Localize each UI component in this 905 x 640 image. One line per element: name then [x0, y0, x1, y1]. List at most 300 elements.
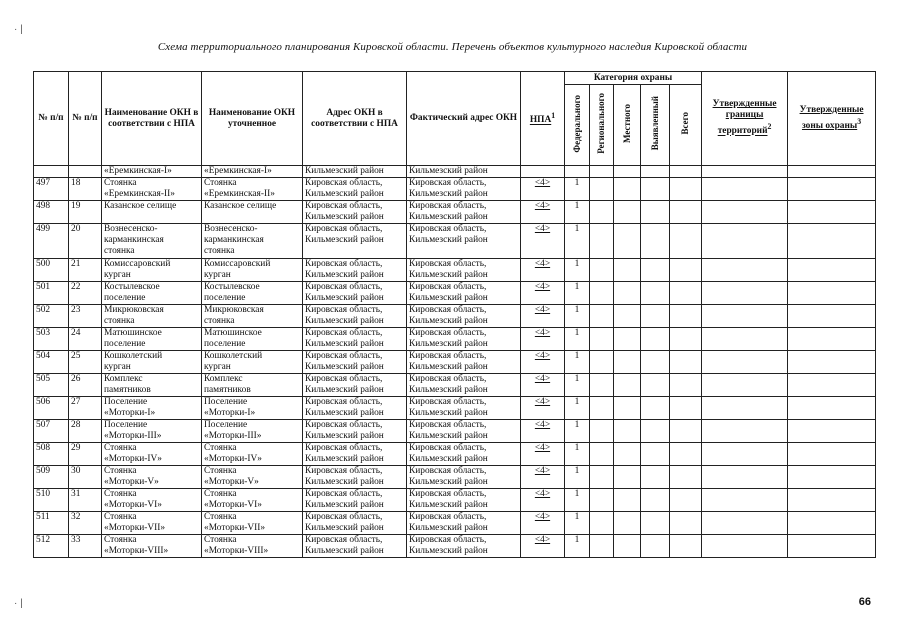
federal-cell: 1: [565, 178, 590, 201]
npa-cell: [521, 351, 565, 374]
name-refined-cell: [202, 224, 303, 259]
name-refined-cell: [202, 489, 303, 512]
total-cell: [670, 535, 702, 558]
npa-cell: [521, 535, 565, 558]
cell-line: Кильмезский район: [305, 408, 384, 418]
cell-line: Кильмезский район: [409, 408, 488, 418]
cell-line: Кильмезский район: [409, 270, 488, 280]
zones-cell: [788, 282, 876, 305]
cell-line: «Моторки-V»: [204, 477, 259, 487]
revealed-cell: [641, 305, 670, 328]
cell-line: Кильмезский район: [409, 339, 488, 349]
zones-cell: [788, 397, 876, 420]
cell-line: Кильмезский район: [305, 431, 384, 441]
name-refined-cell: [202, 305, 303, 328]
cell-line: Кировская область,: [409, 466, 487, 476]
num-cell: 498: [34, 201, 69, 224]
npa-ref: <4>: [534, 351, 551, 361]
name-npa-cell: [102, 512, 202, 535]
regional-cell: [590, 178, 614, 201]
regional-cell: [590, 328, 614, 351]
revealed-cell: [641, 420, 670, 443]
npa-ref: <4>: [534, 512, 551, 522]
cell-line: Кировская область,: [409, 259, 487, 269]
sub-num-cell: 32: [69, 512, 102, 535]
cell-line: Кировская область,: [305, 512, 383, 522]
local-cell: [614, 397, 641, 420]
page-title: Схема территориального планирования Кировской области. Перечень объектов культурного наследия Кировской области: [157, 41, 748, 53]
revealed-cell: [641, 282, 670, 305]
address-actual-cell: [407, 305, 521, 328]
zones-cell: [788, 512, 876, 535]
npa-ref: <4>: [534, 201, 551, 211]
federal-cell: 1: [565, 374, 590, 397]
regional-cell: [590, 351, 614, 374]
total-cell: [670, 512, 702, 535]
local-cell: [614, 351, 641, 374]
address-npa-cell: [303, 374, 407, 397]
sub-num-cell: 19: [69, 201, 102, 224]
address-actual-cell: [407, 374, 521, 397]
header-address-npa: Адрес ОКН в соответствии с НПА: [303, 72, 407, 166]
borders-cell: [702, 443, 788, 466]
npa-ref: <4>: [534, 374, 551, 384]
cell-line: «Моторки-V»: [104, 477, 159, 487]
sub-num-cell: 22: [69, 282, 102, 305]
borders-cell: [702, 224, 788, 259]
regional-cell: [590, 420, 614, 443]
num-cell: 499: [34, 224, 69, 259]
npa-ref: <4>: [534, 443, 551, 453]
npa-ref: <4>: [534, 282, 551, 292]
borders-cell: [702, 201, 788, 224]
name-npa-cell: [102, 328, 202, 351]
local-cell: [614, 512, 641, 535]
borders-cell: [702, 420, 788, 443]
address-npa-cell: [303, 397, 407, 420]
cell-line: Стоянка: [104, 443, 137, 453]
sub-num-cell: 27: [69, 397, 102, 420]
num-cell: 502: [34, 305, 69, 328]
address-actual-cell: [407, 443, 521, 466]
header-name-npa: Наименование ОКН в соответствии с НПА: [102, 72, 202, 166]
borders-cell: [702, 178, 788, 201]
cell-line: Кировская область,: [409, 201, 487, 211]
cell-line: «Еремкинская-II»: [204, 189, 275, 199]
borders-cell: [702, 512, 788, 535]
cell-line: поселение: [204, 293, 246, 303]
cell-line: поселение: [104, 293, 146, 303]
npa-cell: [521, 178, 565, 201]
sub-num-cell: 25: [69, 351, 102, 374]
regional-cell: [590, 397, 614, 420]
name-refined-cell: [202, 282, 303, 305]
cell-line: Кильмезский район: [409, 316, 488, 326]
cell-line: поселение: [104, 339, 146, 349]
address-actual-cell: [407, 282, 521, 305]
regional-cell: [590, 201, 614, 224]
federal-cell: 1: [565, 259, 590, 282]
address-npa-cell: [303, 535, 407, 558]
zones-cell: [788, 259, 876, 282]
cell-line: поселение: [204, 339, 246, 349]
cell-line: Кировская область,: [305, 282, 383, 292]
zones-cell: [788, 328, 876, 351]
address-npa-cell: [303, 178, 407, 201]
address-npa-cell: [303, 420, 407, 443]
cell-line: Кировская область,: [305, 178, 383, 188]
npa-ref: <4>: [534, 466, 551, 476]
name-npa-cell: [102, 466, 202, 489]
address-npa-cell: [303, 351, 407, 374]
name-npa-cell: [102, 489, 202, 512]
revealed-cell: [641, 374, 670, 397]
revealed-cell: [641, 351, 670, 374]
name-refined-cell: [202, 443, 303, 466]
cell-line: Кошколетский: [104, 351, 163, 361]
name-npa-cell: [102, 201, 202, 224]
cell-line: Кировская область,: [305, 374, 383, 384]
cell-line: Костылевское: [204, 282, 260, 292]
address-npa-cell: [303, 259, 407, 282]
cell-line: Вознесенско-: [104, 224, 158, 234]
cell-line: Кильмезский район: [409, 546, 488, 556]
cell-line: карманкинская: [104, 235, 164, 245]
npa-cell: [521, 489, 565, 512]
cell-line: Кильмезский район: [305, 454, 384, 464]
local-cell: [614, 466, 641, 489]
npa-ref: <4>: [534, 224, 551, 234]
regional-cell: [590, 224, 614, 259]
cell-line: стоянка: [104, 246, 135, 256]
cell-line: Стоянка: [204, 512, 237, 522]
cell-line: Микрюковская: [104, 305, 164, 315]
cell-line: Кировская область,: [305, 305, 383, 315]
address-actual-cell: [407, 201, 521, 224]
header-address-actual: Фактический адрес ОКН: [407, 72, 521, 166]
table-row: [34, 305, 876, 328]
cell-line: Кировская область,: [409, 512, 487, 522]
name-npa-cell: «Еремкинская-I»: [102, 166, 202, 178]
name-refined-cell: [202, 328, 303, 351]
table-row: [34, 374, 876, 397]
total-cell: [670, 443, 702, 466]
header-sub-num: № п/п: [69, 72, 102, 166]
header-zones: Утвержденные зоны охраны$^3$: [788, 72, 876, 166]
federal-cell: 1: [565, 397, 590, 420]
npa-cell: [521, 201, 565, 224]
cell-line: Кильмезский район: [305, 523, 384, 533]
federal-cell: 1: [565, 512, 590, 535]
cell-line: «Моторки-VII»: [104, 523, 166, 533]
borders-cell: [702, 259, 788, 282]
cell-line: Кировская область,: [409, 305, 487, 315]
table-row: [34, 351, 876, 374]
num-cell: 512: [34, 535, 69, 558]
cell-line: Кировская область,: [305, 466, 383, 476]
header-cat-federal: Федерального: [565, 85, 590, 166]
cell-line: «Моторки-VI»: [204, 500, 262, 510]
revealed-cell: [641, 512, 670, 535]
cell-line: «Моторки-III»: [204, 431, 262, 441]
cell-line: «Моторки-IV»: [204, 454, 262, 464]
address-npa-cell: [303, 512, 407, 535]
npa-ref: <4>: [534, 420, 551, 430]
cell-line: Кильмезский район: [305, 477, 384, 487]
zones-cell: [788, 351, 876, 374]
cell-line: Кировская область,: [409, 224, 487, 234]
cell-line: Кильмезский район: [409, 454, 488, 464]
npa-cell: [521, 224, 565, 259]
npa-ref: <4>: [534, 178, 551, 188]
sub-num-cell: 33: [69, 535, 102, 558]
revealed-cell: [641, 443, 670, 466]
local-cell: [614, 178, 641, 201]
regional-cell: [590, 466, 614, 489]
cell-line: «Моторки-VIII»: [104, 546, 169, 556]
sub-num-cell: 31: [69, 489, 102, 512]
name-npa-cell: [102, 305, 202, 328]
header-cat-total: Всего: [670, 85, 702, 166]
cell-line: Матюшинское: [204, 328, 262, 338]
header-cat-revealed: Выявленный: [641, 85, 670, 166]
num-cell: 504: [34, 351, 69, 374]
cell-line: Матюшинское: [104, 328, 162, 338]
npa-cell: [521, 512, 565, 535]
cell-line: Кировская область,: [409, 420, 487, 430]
continuation-row: [34, 166, 876, 178]
table-row: [34, 201, 876, 224]
total-cell: [670, 178, 702, 201]
num-cell: 501: [34, 282, 69, 305]
npa-cell: [521, 443, 565, 466]
federal-cell: 1: [565, 535, 590, 558]
cell-line: «Моторки-I»: [104, 408, 156, 418]
local-cell: [614, 282, 641, 305]
cell-line: «Моторки-III»: [104, 431, 162, 441]
local-cell: [614, 259, 641, 282]
total-cell: [670, 201, 702, 224]
total-cell: [670, 420, 702, 443]
npa-cell: [521, 328, 565, 351]
total-cell: [670, 305, 702, 328]
cell-line: Кировская область,: [305, 259, 383, 269]
federal-cell: 1: [565, 466, 590, 489]
cell-line: Кильмезский район: [305, 270, 384, 280]
cell-line: Кильмезский район: [409, 500, 488, 510]
address-actual-cell: [407, 259, 521, 282]
address-npa-cell: Кильмезский район: [303, 166, 407, 178]
zones-cell: [788, 305, 876, 328]
num-cell: 507: [34, 420, 69, 443]
cell-line: Казанское селище: [204, 201, 277, 211]
address-actual-cell: [407, 489, 521, 512]
cell-line: Кировская область,: [409, 489, 487, 499]
borders-cell: [702, 535, 788, 558]
page-number: 66: [858, 596, 871, 608]
cell-line: Стоянка: [204, 535, 237, 545]
cell-line: Микрюковская: [204, 305, 264, 315]
npa-ref: <4>: [534, 328, 551, 338]
address-npa-cell: [303, 201, 407, 224]
okn-table: [33, 71, 876, 558]
address-actual-cell: [407, 224, 521, 259]
cell-line: стоянка: [104, 316, 135, 326]
sub-num-cell: 21: [69, 259, 102, 282]
total-cell: [670, 328, 702, 351]
cell-line: Стоянка: [104, 489, 137, 499]
name-npa-cell: [102, 443, 202, 466]
name-refined-cell: [202, 201, 303, 224]
header-cat-regional: Регионального: [590, 85, 614, 166]
revealed-cell: [641, 201, 670, 224]
cell-line: Кировская область,: [409, 397, 487, 407]
num-cell: 503: [34, 328, 69, 351]
name-refined-cell: [202, 535, 303, 558]
cell-line: Стоянка: [104, 178, 137, 188]
npa-ref: <4>: [534, 535, 551, 545]
name-refined-cell: [202, 374, 303, 397]
zones-cell: [788, 443, 876, 466]
borders-cell: [702, 282, 788, 305]
federal-cell: 1: [565, 443, 590, 466]
table-row: [34, 443, 876, 466]
cell-line: Стоянка: [204, 489, 237, 499]
cell-line: Кильмезский район: [409, 477, 488, 487]
npa-ref: <4>: [534, 259, 551, 269]
federal-cell: 1: [565, 420, 590, 443]
cell-line: Кировская область,: [409, 535, 487, 545]
table-row: [34, 397, 876, 420]
name-npa-cell: [102, 351, 202, 374]
num-cell: 511: [34, 512, 69, 535]
npa-cell: [521, 259, 565, 282]
header-num: № п/п: [34, 72, 69, 166]
cell-line: Кильмезский район: [409, 212, 488, 222]
margin-mark: · |: [14, 24, 23, 35]
name-npa-cell: [102, 420, 202, 443]
address-npa-cell: [303, 466, 407, 489]
num-cell: 508: [34, 443, 69, 466]
federal-cell: 1: [565, 305, 590, 328]
cell-line: стоянка: [204, 246, 235, 256]
borders-cell: [702, 489, 788, 512]
address-npa-cell: [303, 282, 407, 305]
cell-line: карманкинская: [204, 235, 264, 245]
address-actual-cell: [407, 328, 521, 351]
cell-line: Кировская область,: [409, 443, 487, 453]
address-actual-cell: [407, 512, 521, 535]
cell-line: Казанское селище: [104, 201, 177, 211]
regional-cell: [590, 489, 614, 512]
table-row: [34, 328, 876, 351]
revealed-cell: [641, 397, 670, 420]
cell-line: Стоянка: [204, 178, 237, 188]
header-cat-local: Местного: [614, 85, 641, 166]
local-cell: [614, 305, 641, 328]
cell-line: Кильмезский район: [305, 362, 384, 372]
federal-cell: 1: [565, 351, 590, 374]
address-actual-cell: [407, 351, 521, 374]
name-npa-cell: [102, 259, 202, 282]
cell-line: Комплекс: [104, 374, 143, 384]
table-row: [34, 512, 876, 535]
cell-line: Поселение: [104, 397, 148, 407]
cell-line: Кильмезский район: [409, 293, 488, 303]
local-cell: [614, 489, 641, 512]
cell-line: «Моторки-VII»: [204, 523, 266, 533]
header-borders: Утвержденные границы территорий$^2$: [702, 72, 788, 166]
cell-line: Комиссаровский: [104, 259, 171, 269]
num-cell: 500: [34, 259, 69, 282]
borders-cell: [702, 397, 788, 420]
header-category-group: Категория охраны: [565, 72, 702, 85]
cell-line: Стоянка: [204, 466, 237, 476]
revealed-cell: [641, 466, 670, 489]
cell-line: памятников: [204, 385, 251, 395]
header-row: [34, 72, 876, 85]
total-cell: [670, 489, 702, 512]
revealed-cell: [641, 328, 670, 351]
npa-ref: <4>: [534, 305, 551, 315]
zones-cell: [788, 201, 876, 224]
margin-mark: · |: [14, 598, 23, 609]
local-cell: [614, 224, 641, 259]
regional-cell: [590, 512, 614, 535]
cell-line: Кильмезский район: [305, 235, 384, 245]
sub-num-cell: 29: [69, 443, 102, 466]
name-refined-cell: «Еремкинская-I»: [202, 166, 303, 178]
cell-line: Кильмезский район: [305, 385, 384, 395]
borders-cell: [702, 466, 788, 489]
total-cell: [670, 466, 702, 489]
borders-cell: [702, 374, 788, 397]
borders-cell: [702, 305, 788, 328]
name-npa-cell: [102, 224, 202, 259]
address-npa-cell: [303, 305, 407, 328]
npa-cell: [521, 282, 565, 305]
cell-line: Кировская область,: [305, 535, 383, 545]
table-row: [34, 420, 876, 443]
total-cell: [670, 397, 702, 420]
name-npa-cell: [102, 374, 202, 397]
local-cell: [614, 328, 641, 351]
npa-cell: [521, 420, 565, 443]
cell-line: Кильмезский район: [305, 500, 384, 510]
name-refined-cell: [202, 397, 303, 420]
cell-line: Кировская область,: [305, 351, 383, 361]
cell-line: Кильмезский район: [409, 362, 488, 372]
local-cell: [614, 201, 641, 224]
npa-cell: [521, 374, 565, 397]
cell-line: Комплекс: [204, 374, 243, 384]
cell-line: курган: [104, 362, 131, 372]
sub-num-cell: 18: [69, 178, 102, 201]
address-actual-cell: [407, 535, 521, 558]
revealed-cell: [641, 224, 670, 259]
cell-line: Кировская область,: [305, 397, 383, 407]
name-refined-cell: [202, 351, 303, 374]
address-actual-cell: [407, 397, 521, 420]
cell-line: памятников: [104, 385, 151, 395]
name-refined-cell: [202, 178, 303, 201]
revealed-cell: [641, 535, 670, 558]
regional-cell: [590, 374, 614, 397]
address-actual-cell: Кильмезский район: [407, 166, 521, 178]
table-row: [34, 282, 876, 305]
name-npa-cell: [102, 397, 202, 420]
num-cell: 510: [34, 489, 69, 512]
